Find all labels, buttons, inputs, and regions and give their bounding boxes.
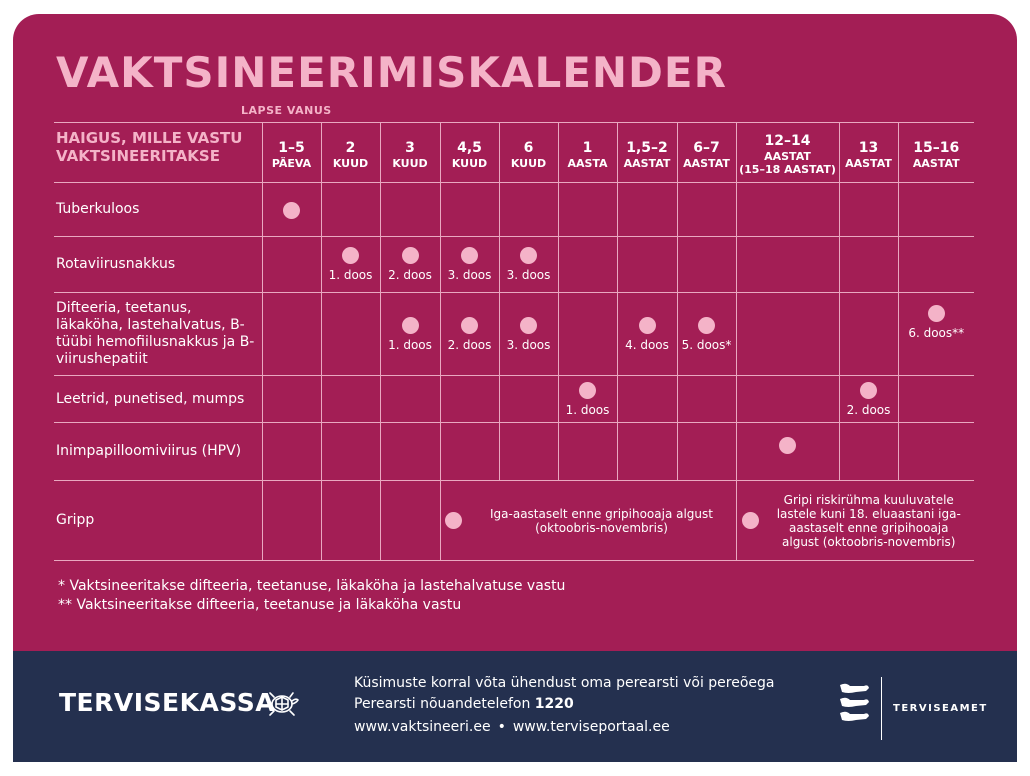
contact-info xyxy=(354,673,775,715)
dot-icon xyxy=(461,247,478,264)
schedule-cell xyxy=(380,237,440,293)
schedule-cell xyxy=(736,423,839,481)
disease-name: Leetrid, punetised, mumps xyxy=(54,376,262,423)
age-header: 4,5 KUUD xyxy=(440,123,499,183)
page-title: VAKTSINEERIMISKALENDER xyxy=(56,48,727,97)
link-separator: • xyxy=(497,719,506,735)
dose-label: 2. doos xyxy=(447,337,492,352)
agency-name: TERVISEAMET xyxy=(893,703,988,714)
dot-icon xyxy=(698,317,715,334)
schedule-cell xyxy=(440,293,499,376)
vaccination-calendar-card xyxy=(13,14,1017,762)
links xyxy=(354,717,670,738)
schedule-cell xyxy=(499,293,558,376)
age-header: 1–5 PÄEVA xyxy=(262,123,321,183)
age-header: 15–16 AASTAT xyxy=(898,123,974,183)
table-row xyxy=(54,293,974,376)
vaktsineeri-link[interactable]: www.vaktsineeri.ee xyxy=(354,719,491,735)
dose-label: 6. doos** xyxy=(908,326,965,340)
footnote: ** Vaktsineeritakse difteeria, teetanuse ja läkaköha vastu xyxy=(58,597,462,613)
brand-name: TERVISEKASSA xyxy=(59,688,276,717)
dose-label: 3. doos xyxy=(506,268,551,282)
dot-icon xyxy=(928,305,945,322)
schedule-cell xyxy=(262,183,321,237)
logo-divider xyxy=(881,677,882,740)
disease-name: Inimpapilloomiviirus (HPV) xyxy=(54,423,262,481)
schedule-cell xyxy=(617,293,677,376)
phone-line xyxy=(354,694,775,715)
age-header: 1 AASTA xyxy=(558,123,617,183)
dose-label: 3. doos xyxy=(447,268,492,282)
age-header: 1,5–2 AASTAT xyxy=(617,123,677,183)
schedule-cell xyxy=(898,293,974,376)
dot-icon xyxy=(779,437,796,454)
turtle-icon xyxy=(265,684,301,720)
dot-icon xyxy=(520,317,537,334)
dose-label: 1. doos xyxy=(328,268,373,282)
flu-risk-group-text: Gripi riskirühma kuuluvatele lastele kuni 18. eluaastani iga-aastaselt enne gripihooaja algust (oktoobris-novembris) xyxy=(776,492,961,549)
phone-number: 1220 xyxy=(534,696,574,712)
dot-icon xyxy=(461,317,478,334)
schedule-cell xyxy=(321,237,380,293)
dose-label: 1. doos xyxy=(565,402,610,417)
schedule-cell xyxy=(440,237,499,293)
terviseportaal-link[interactable]: www.terviseportaal.ee xyxy=(512,719,670,735)
schedule-cell xyxy=(380,293,440,376)
dot-icon xyxy=(283,202,300,219)
flu-schedule-cell xyxy=(440,481,736,561)
dose-label: 3. doos xyxy=(506,337,551,352)
footer xyxy=(13,651,1017,762)
dose-label: 2. doos xyxy=(388,268,432,282)
table-row xyxy=(54,481,974,561)
dot-icon xyxy=(520,247,537,264)
dot-icon xyxy=(742,512,759,529)
dot-icon xyxy=(402,317,419,334)
flu-schedule-text: Iga-aastaselt enne gripihooaja algust (oktoobris-novembris) xyxy=(490,506,713,535)
disease-column-header: HAIGUS, MILLE VASTU VAKTSINEERITAKSE xyxy=(54,123,262,183)
table-row xyxy=(54,237,974,293)
footnote: * Vaktsineeritakse difteeria, teetanuse, läkaköha ja lastehalvatuse vastu xyxy=(58,578,566,594)
dot-icon xyxy=(860,382,877,399)
disease-name: Rotaviirusnakkus xyxy=(54,237,262,293)
age-header: 3 KUUD xyxy=(380,123,440,183)
contact-line: Küsimuste korral võta ühendust oma perearsti või pereõega xyxy=(354,675,775,691)
phone-label: Perearsti nõuandetelefon xyxy=(354,696,531,712)
dot-icon xyxy=(639,317,656,334)
age-header: 6–7 AASTAT xyxy=(677,123,736,183)
age-header: 2 KUUD xyxy=(321,123,380,183)
footnotes xyxy=(58,577,565,615)
table-row xyxy=(54,376,974,423)
schedule-cell xyxy=(558,376,617,423)
age-header: 6 KUUD xyxy=(499,123,558,183)
disease-name: Tuberkuloos xyxy=(54,183,262,237)
table-row xyxy=(54,423,974,481)
dot-icon xyxy=(342,247,359,264)
disease-name: Difteeria, teetanus, läkaköha, lastehalvatus, B-tüübi hemofiilusnakkus ja B-viirushepatiit xyxy=(54,293,262,376)
disease-name: Gripp xyxy=(54,481,262,561)
three-lions-coat-of-arms-icon xyxy=(836,681,872,727)
table-row xyxy=(54,183,974,237)
dot-icon xyxy=(579,382,596,399)
age-header: 12–14 AASTAT (15–18 AASTAT) xyxy=(736,123,839,183)
age-header: 13 AASTAT xyxy=(839,123,898,183)
flu-risk-group-cell xyxy=(736,481,974,561)
dot-icon xyxy=(445,512,462,529)
schedule-cell xyxy=(839,376,898,423)
dose-label: 5. doos* xyxy=(681,337,732,352)
vaccination-table xyxy=(54,122,974,561)
dose-label: 1. doos xyxy=(388,337,432,352)
dot-icon xyxy=(402,247,419,264)
schedule-cell xyxy=(677,293,736,376)
age-axis-label: LAPSE VANUS xyxy=(241,104,332,117)
dose-label: 4. doos xyxy=(625,337,669,352)
dose-label: 2. doos xyxy=(846,402,891,417)
header-row xyxy=(54,123,974,183)
schedule-cell xyxy=(499,237,558,293)
